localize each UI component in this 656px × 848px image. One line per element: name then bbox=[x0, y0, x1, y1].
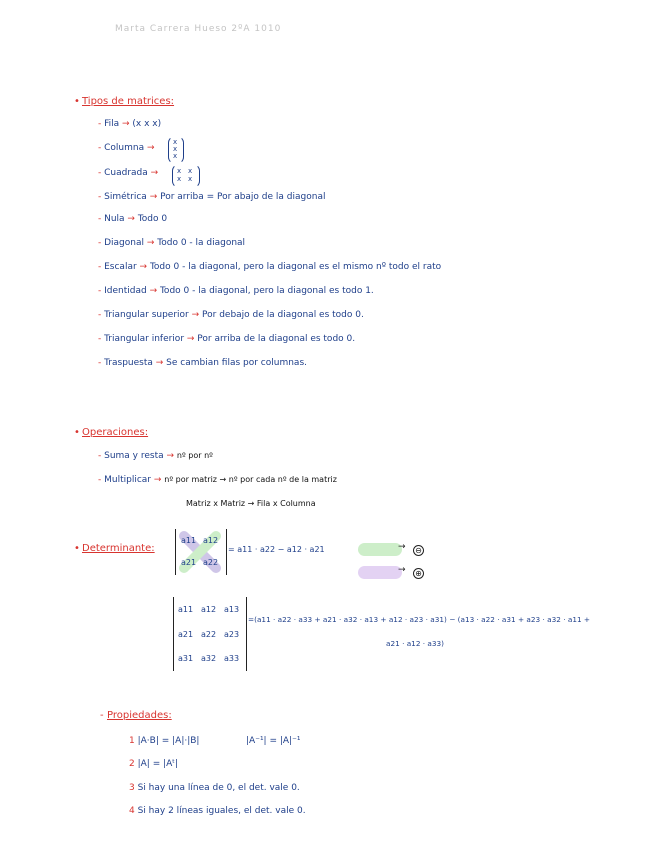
det3-entry: a31 bbox=[178, 654, 194, 663]
type-desc: Todo 0 - la diagonal, pero la diagonal es el mismo nº todo el rato bbox=[149, 262, 442, 272]
type-row bbox=[98, 214, 167, 224]
square-matrix-entry: x bbox=[177, 175, 182, 183]
property-number: 1 bbox=[129, 736, 135, 746]
operation-desc: nº por matriz → nº por cada nº de la matriz bbox=[164, 475, 337, 484]
section-title-operaciones: Operaciones: bbox=[82, 427, 149, 438]
type-name: Simétrica bbox=[104, 192, 147, 202]
dash: - bbox=[98, 310, 105, 320]
square-matrix-entry: x bbox=[188, 175, 193, 183]
type-desc: Todo 0 bbox=[137, 214, 168, 224]
dash: - bbox=[98, 214, 105, 224]
det3-entry: a33 bbox=[224, 654, 240, 663]
det3-entry: a13 bbox=[224, 605, 240, 614]
minus-icon: ⊖ bbox=[413, 545, 424, 556]
dash: - bbox=[98, 168, 105, 178]
det2-a11: a11 bbox=[181, 536, 197, 545]
section-title-tipos: Tipos de matrices: bbox=[82, 96, 175, 107]
type-name: Cuadrada bbox=[104, 168, 148, 178]
operation-name: Multiplicar bbox=[104, 475, 151, 485]
dash: - bbox=[98, 286, 105, 296]
type-row bbox=[98, 310, 364, 320]
type-desc: (x x x) bbox=[132, 119, 162, 129]
property-extra: |A⁻¹| = |A|⁻¹ bbox=[246, 736, 301, 746]
type-desc: Por arriba = Por abajo de la diagonal bbox=[160, 192, 326, 202]
property-row bbox=[129, 736, 199, 746]
property-row bbox=[129, 783, 300, 793]
legend-arrow: → bbox=[398, 542, 406, 552]
type-desc: Por debajo de la diagonal es todo 0. bbox=[202, 310, 364, 320]
legend-purple-highlight bbox=[358, 566, 402, 579]
dash: - bbox=[98, 119, 105, 129]
property-row bbox=[129, 806, 306, 816]
det3-entry: a22 bbox=[201, 630, 217, 639]
type-row bbox=[98, 238, 245, 248]
bullet: • bbox=[74, 543, 80, 554]
det3-entry: a32 bbox=[201, 654, 217, 663]
arrow-icon: → bbox=[151, 475, 165, 485]
type-name: Traspuesta bbox=[104, 358, 153, 368]
type-name: Nula bbox=[104, 214, 125, 224]
arrow-icon: → bbox=[144, 238, 158, 248]
type-row bbox=[98, 334, 355, 344]
square-matrix-entry: x bbox=[177, 167, 182, 175]
type-desc: Se cambian filas por columnas. bbox=[166, 358, 308, 368]
arrow-icon: → bbox=[147, 168, 159, 178]
type-row bbox=[98, 358, 307, 368]
section-title-propiedades: Propiedades: bbox=[107, 710, 172, 721]
property-row bbox=[129, 759, 178, 769]
operation-row bbox=[98, 451, 213, 461]
dash: - bbox=[98, 358, 105, 368]
square-matrix-entry: x bbox=[188, 167, 193, 175]
det2-a12: a12 bbox=[203, 536, 219, 545]
det3-formula-line1: =(a11 · a22 · a33 + a21 · a32 · a13 + a12 · a23 · a31) − (a13 · a22 · a31 + a23 · a32 · a11 + bbox=[248, 615, 591, 624]
type-name: Triangular inferior bbox=[104, 334, 185, 344]
arrow-icon: → bbox=[152, 358, 167, 368]
det3-formula-line2: a21 · a12 · a33) bbox=[386, 639, 445, 648]
formula-multiplication: Matriz x Matriz → Fila x Columna bbox=[186, 499, 316, 508]
type-name: Diagonal bbox=[104, 238, 144, 248]
arrow-icon: → bbox=[146, 286, 160, 296]
type-row bbox=[98, 143, 155, 153]
dash: - bbox=[98, 262, 105, 272]
det3-entry: a12 bbox=[201, 605, 217, 614]
dash: - bbox=[98, 475, 105, 485]
det2-a22: a22 bbox=[203, 558, 219, 567]
property-text: Si hay 2 líneas iguales, el det. vale 0. bbox=[137, 806, 306, 816]
property-number: 4 bbox=[129, 806, 135, 816]
det2-formula: = a11 · a22 − a12 · a21 bbox=[228, 545, 325, 554]
operation-name: Suma y resta bbox=[104, 451, 164, 461]
property-text: |A·B| = |A|·|B| bbox=[137, 736, 200, 746]
bullet: • bbox=[74, 427, 80, 438]
arrow-icon: → bbox=[144, 143, 155, 153]
arrow-icon: → bbox=[184, 334, 198, 344]
column-matrix-entry: x bbox=[173, 138, 178, 146]
det3-entry: a23 bbox=[224, 630, 240, 639]
column-matrix-entry: x bbox=[173, 152, 178, 160]
arrow-icon: → bbox=[119, 119, 133, 129]
dash: - bbox=[98, 334, 105, 344]
arrow-icon: → bbox=[146, 192, 161, 202]
operation-row bbox=[98, 475, 337, 485]
det3-entry: a11 bbox=[178, 605, 194, 614]
dash: - bbox=[98, 192, 105, 202]
legend-arrow: → bbox=[398, 565, 406, 575]
type-row bbox=[98, 192, 325, 202]
type-name: Identidad bbox=[104, 286, 147, 296]
legend-green-highlight bbox=[358, 543, 402, 556]
operation-desc: nº por nº bbox=[176, 451, 213, 460]
property-number: 3 bbox=[129, 783, 135, 793]
dash: - bbox=[98, 451, 105, 461]
property-text: Si hay una línea de 0, el det. vale 0. bbox=[137, 783, 300, 793]
type-name: Triangular superior bbox=[104, 310, 189, 320]
bullet: • bbox=[74, 96, 80, 107]
arrow-icon: → bbox=[188, 310, 203, 320]
dash: - bbox=[98, 238, 105, 248]
det3-entry: a21 bbox=[178, 630, 194, 639]
arrow-icon: → bbox=[136, 262, 150, 272]
type-row bbox=[98, 262, 441, 272]
type-row bbox=[98, 168, 158, 178]
type-name: Fila bbox=[104, 119, 120, 129]
arrow-icon: → bbox=[163, 451, 177, 461]
page-header: Marta Carrera Hueso 2ºA 1010 bbox=[115, 24, 282, 34]
section-title-determinante: Determinante: bbox=[82, 543, 155, 554]
arrow-icon: → bbox=[124, 214, 138, 224]
type-name: Escalar bbox=[104, 262, 137, 272]
type-row bbox=[98, 119, 161, 129]
property-text: |A| = |Aᵗ| bbox=[137, 759, 178, 769]
column-matrix-entry: x bbox=[173, 145, 178, 153]
type-name: Columna bbox=[104, 143, 145, 153]
property-number: 2 bbox=[129, 759, 135, 769]
dash: - bbox=[98, 143, 105, 153]
dash: - bbox=[100, 710, 104, 721]
type-desc: Todo 0 - la diagonal bbox=[157, 238, 246, 248]
type-desc: Todo 0 - la diagonal, pero la diagonal es todo 1. bbox=[159, 286, 374, 296]
det2-a21: a21 bbox=[181, 558, 197, 567]
type-desc: Por arriba de la diagonal es todo 0. bbox=[197, 334, 356, 344]
plus-icon: ⊕ bbox=[413, 568, 424, 579]
type-row bbox=[98, 286, 374, 296]
